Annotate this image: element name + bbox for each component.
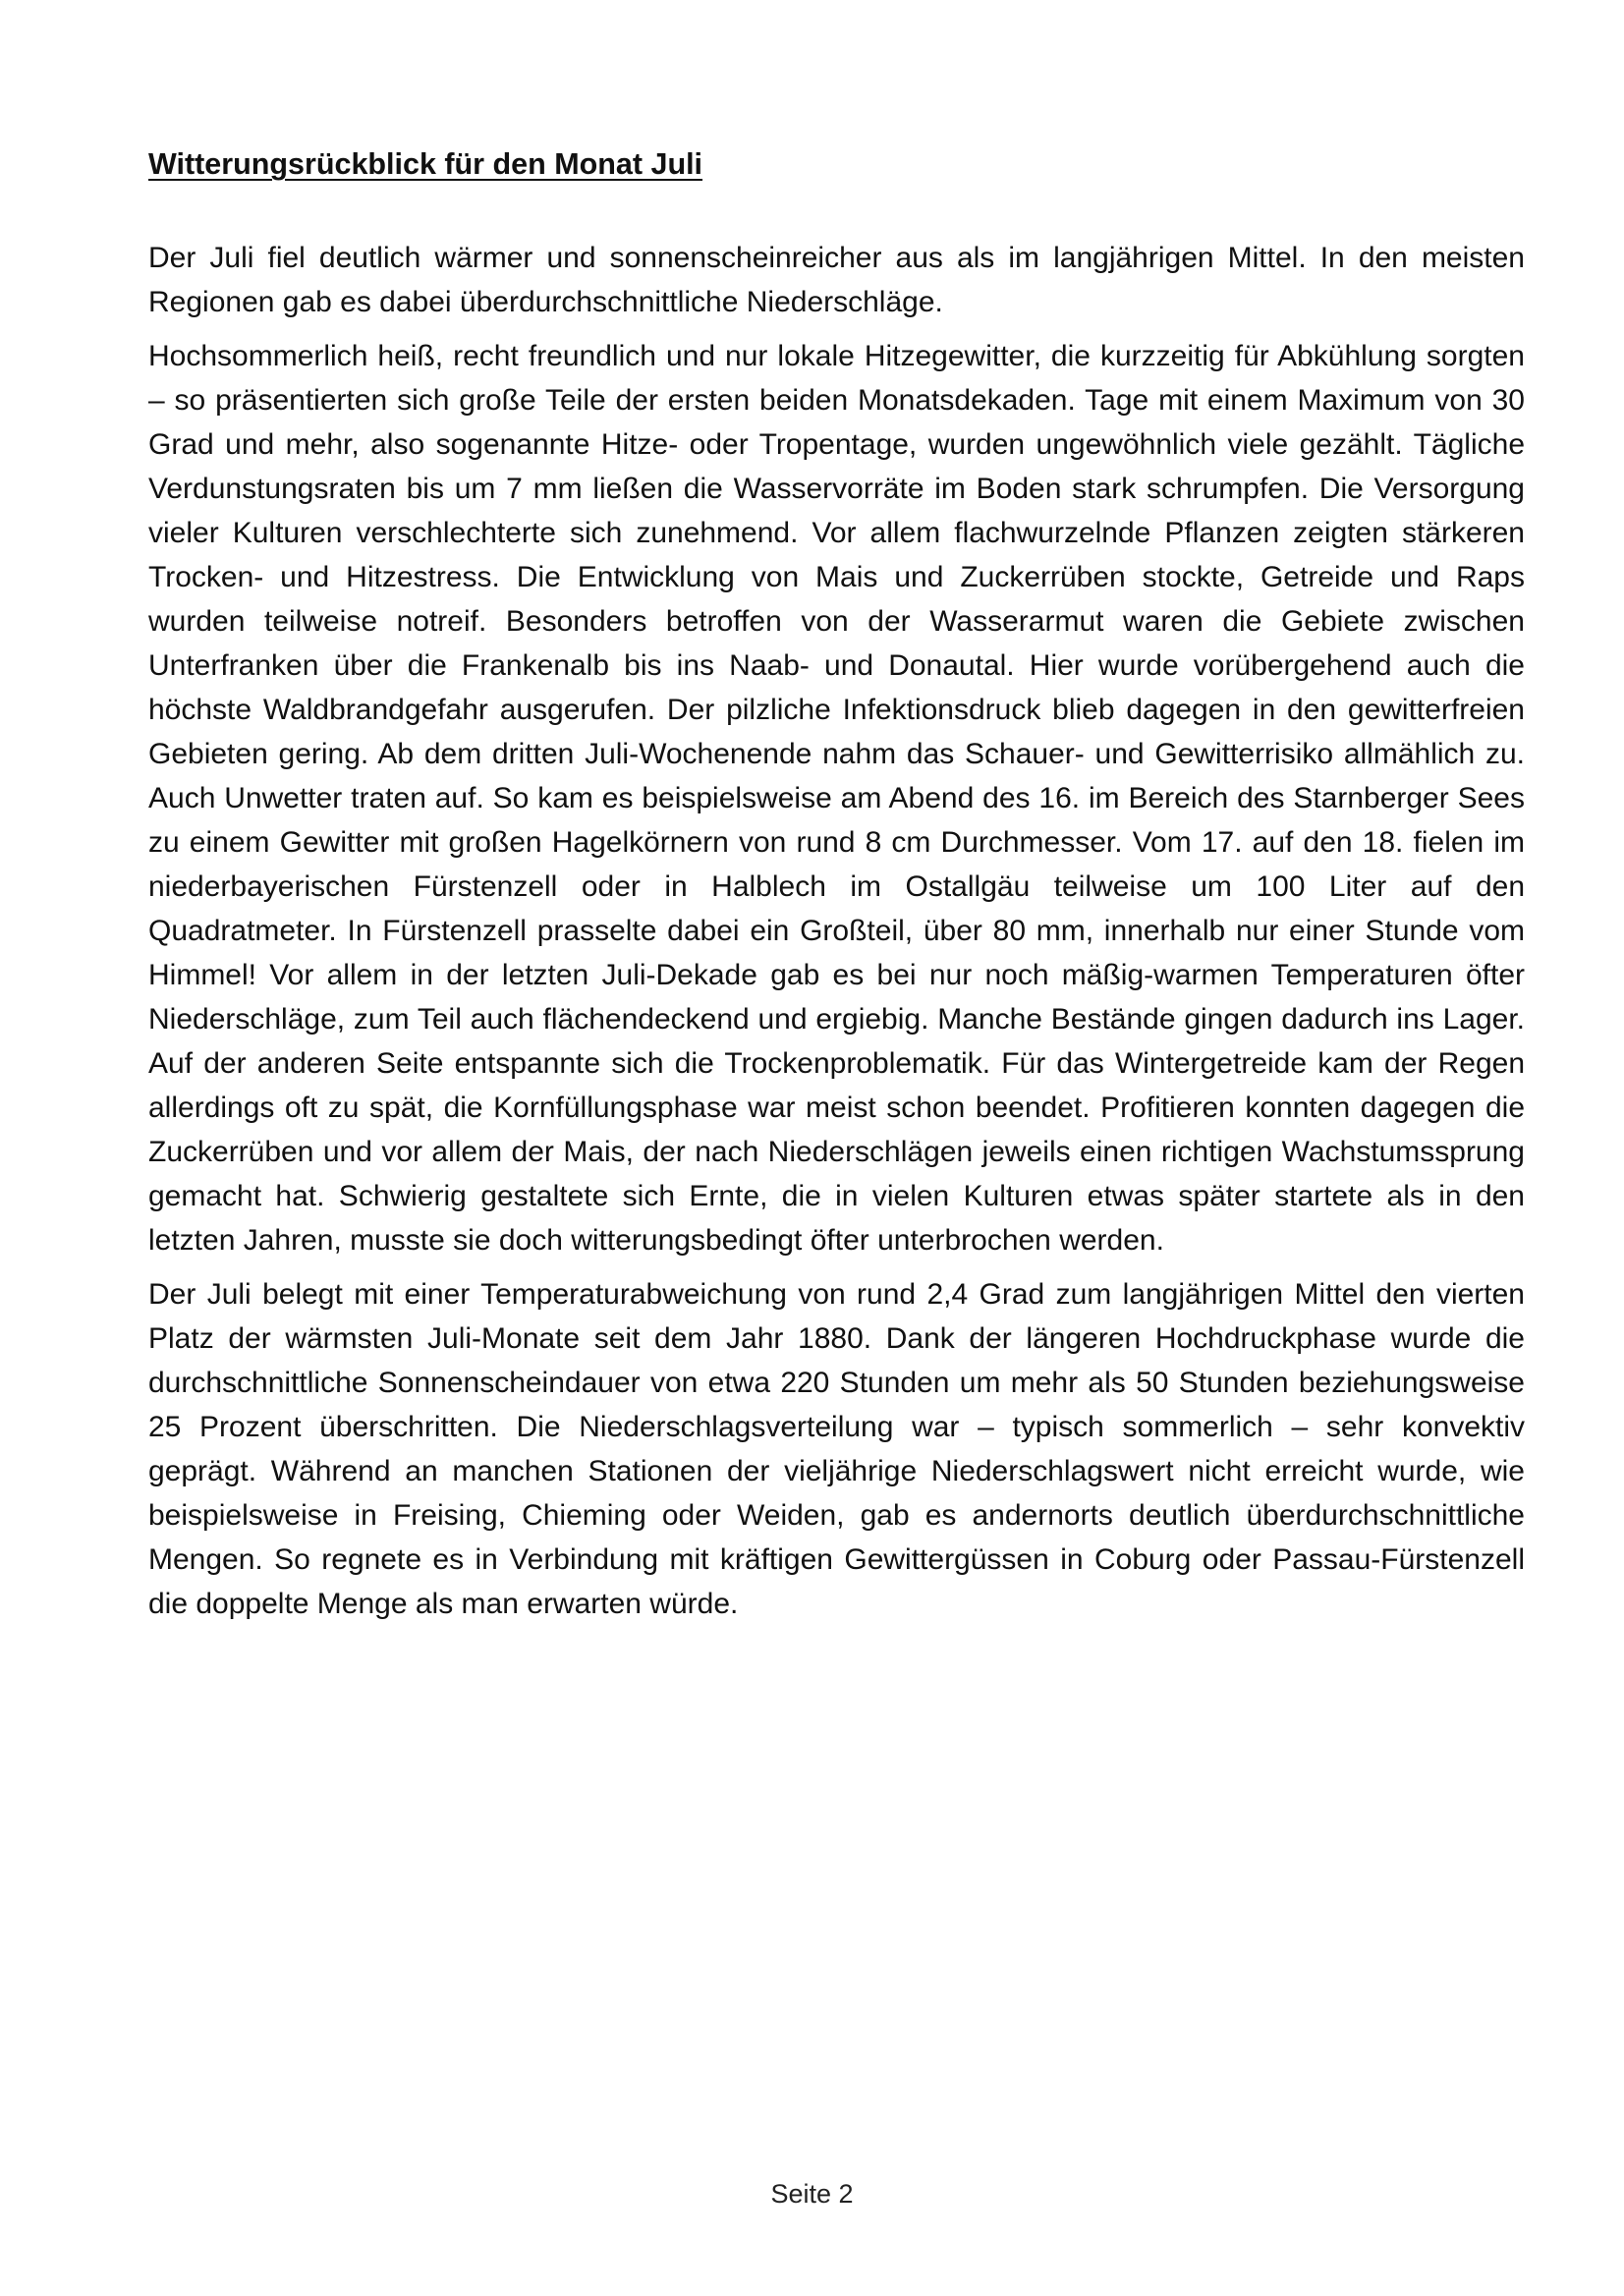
- document-body: [148, 236, 1525, 1636]
- document-title: Witterungsrückblick für den Monat Juli: [148, 147, 703, 181]
- paragraph-statistics: Der Juli belegt mit einer Temperaturabweichung von rund 2,4 Grad zum langjährigen Mittel den vierten Platz der wärmsten Juli-Monate seit dem Jahr 1880. Dank der längeren Hochdruckphase wurde die durchschnittliche Sonnenscheindauer von etwa 220 Stunden um mehr als 50 Stunden beziehungsweise 25 Prozent überschritten. Die Niederschlagsverteilung war – typisch sommerlich – sehr konvektiv geprägt. Während an manchen Stationen der vieljährige Niederschlagswert nicht erreicht wurde, wie beispielsweise in Freising, Chieming oder Weiden, gab es andernorts deutlich überdurchschnittliche Mengen. So regnete es in Verbindung mit kräftigen Gewittergüssen in Coburg oder Passau-Fürstenzell die doppelte Menge als man erwarten würde.: [148, 1278, 1525, 1620]
- paragraph-intro: Der Juli fiel deutlich wärmer und sonnenscheinreicher aus als im langjährigen Mittel. In den meisten Regionen gab es dabei überdurchschnittliche Niederschläge.: [148, 242, 1525, 318]
- page-number: Seite 2: [770, 2179, 854, 2209]
- paragraph-weather-course: Hochsommerlich heiß, recht freundlich und nur lokale Hitzegewitter, die kurzzeitig für Abkühlung sorgten – so präsentierten sich große Teile der ersten beiden Monatsdekaden. Tage mit einem Maximum von 30 Grad und mehr, also sogenannte Hitze- oder Tropentage, wurden ungewöhnlich viele gezählt. Tägliche Verdunstungsraten bis um 7 mm ließen die Wasservorräte im Boden stark schrumpfen. Die Versorgung vieler Kulturen verschlechterte sich zunehmend. Vor allem flachwurzelnde Pflanzen zeigten stärkeren Trocken- und Hitzestress. Die Entwicklung von Mais und Zuckerrüben stockte, Getreide und Raps wurden teilweise notreif. Besonders betroffen von der Wasserarmut waren die Gebiete zwischen Unterfranken über die Frankenalb bis ins Naab- und Donautal. Hier wurde vorübergehend auch die höchste Waldbrandgefahr ausgerufen. Der pilzliche Infektionsdruck blieb dagegen in den gewitterfreien Gebieten gering. Ab dem dritten Juli-Wochenende nahm das Schauer- und Gewitterrisiko allmählich zu. Auch Unwetter traten auf. So kam es beispielsweise am Abend des 16. im Bereich des Starnberger Sees zu einem Gewitter mit großen Hagelkörnern von rund 8 cm Durchmesser. Vom 17. auf den 18. fielen im niederbayerischen Fürstenzell oder in Halblech im Ostallgäu teilweise um 100 Liter auf den Quadratmeter. In Fürstenzell prasselte dabei ein Großteil, über 80 mm, innerhalb nur einer Stunde vom Himmel! Vor allem in der letzten Juli-Dekade gab es bei nur noch mäßig-warmen Temperaturen öfter Niederschläge, zum Teil auch flächendeckend und ergiebig. Manche Bestände gingen dadurch ins Lager. Auf der anderen Seite entspannte sich die Trockenproblematik. Für das Wintergetreide kam der Regen allerdings oft zu spät, die Kornfüllungsphase war meist schon beendet. Profitieren konnten dagegen die Zuckerrüben und vor allem der Mais, der nach Niederschlägen jeweils einen richtigen Wachstumssprung gemacht hat. Schwierig gestaltete sich Ernte, die in vielen Kulturen etwas später startete als in den letzten Jahren, musste sie doch witterungsbedingt öfter unterbrochen werden.: [148, 340, 1525, 1257]
